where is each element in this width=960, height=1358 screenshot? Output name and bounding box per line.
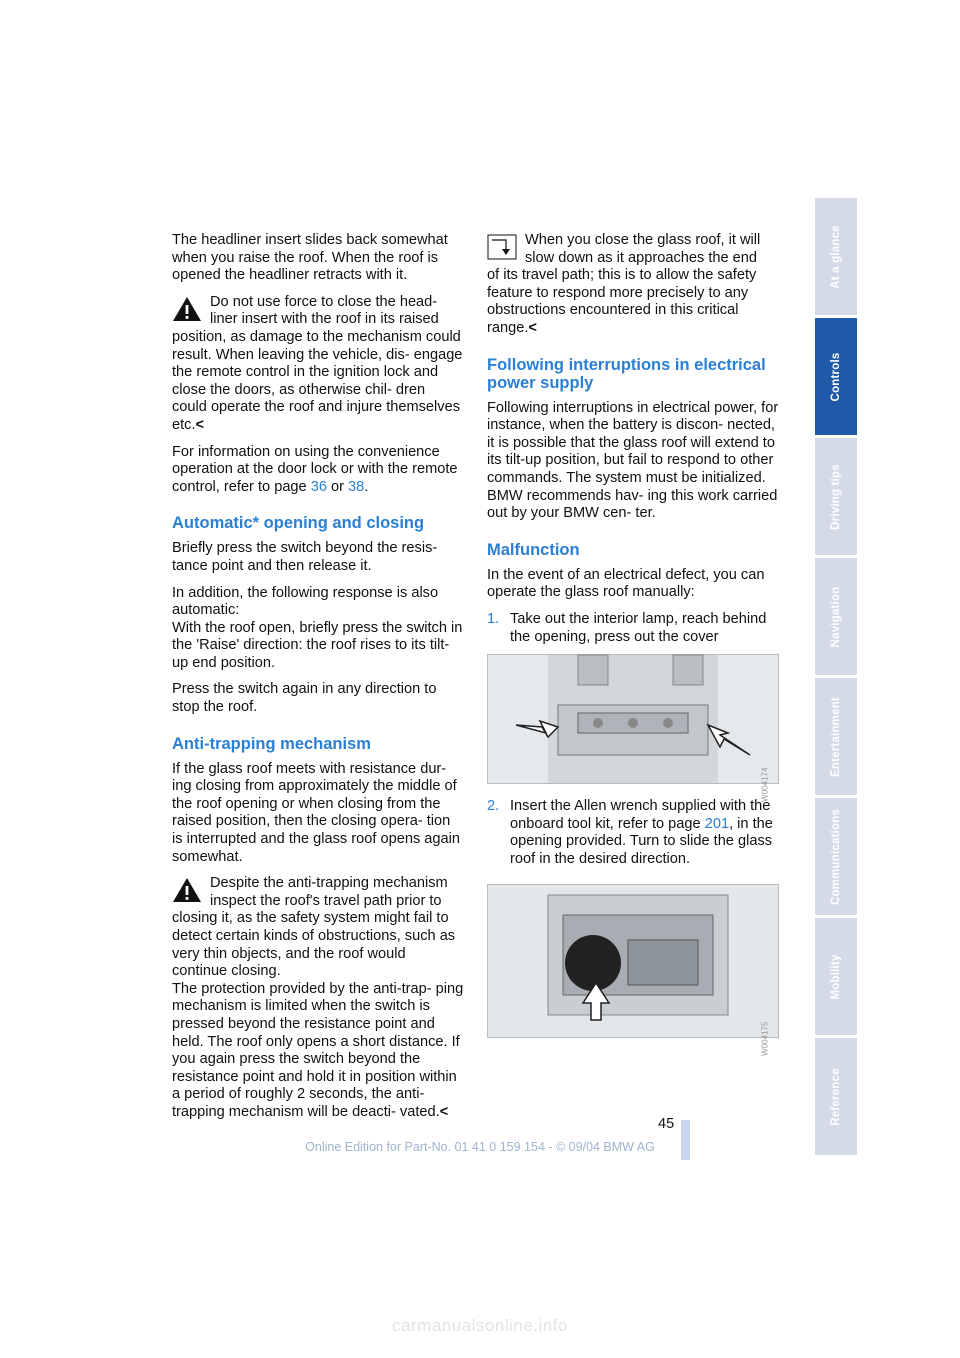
tab-label: At a glance xyxy=(830,224,842,289)
note-block xyxy=(487,232,779,338)
warning-block xyxy=(172,294,464,435)
end-mark: < xyxy=(439,1103,449,1120)
paragraph: The headliner insert slides back somewhat when you raise the roof. When the roof is opened the headliner retracts with it. xyxy=(172,232,448,284)
warning-text: closing it, as the safety system might fail to detect certain kinds of obstructions, such as very thin objects, and the roof would continue closing. xyxy=(172,910,456,980)
text: In addition, the following response is also automatic: xyxy=(172,584,439,619)
text: With the roof open, briefly press the switch in the 'Raise' direction: the roof rises to its tilt-up end position. xyxy=(172,619,463,671)
tab-navigation[interactable] xyxy=(815,558,857,675)
tab-label: Communications xyxy=(830,808,842,905)
tab-communications[interactable] xyxy=(815,798,857,915)
figure-code: W004174 xyxy=(760,767,770,802)
heading-anti-trapping: Anti-trapping mechanism xyxy=(172,734,371,753)
tab-label: Mobility xyxy=(830,953,842,1000)
page-link-38[interactable]: 38 xyxy=(348,478,365,495)
tab-entertainment[interactable] xyxy=(815,678,857,795)
text: . xyxy=(364,478,369,495)
tab-reference[interactable] xyxy=(815,1038,857,1155)
tab-controls[interactable] xyxy=(815,318,857,435)
figure-code: W004175 xyxy=(760,1021,770,1056)
step-text xyxy=(510,798,773,867)
warning-triangle-icon xyxy=(172,877,202,903)
tab-label: Navigation xyxy=(830,586,842,647)
warning-block xyxy=(172,875,464,1121)
step-number: 1. xyxy=(487,610,500,627)
paragraph: Briefly press the switch beyond the resis- tance point and then release it. xyxy=(172,540,438,574)
heading-malfunction: Malfunction xyxy=(487,540,580,559)
warning-text: The protection provided by the anti-trap- ping mechanism is limited when the switch is pressed beyond the resistance point and held. The roof only opens a short distance. If you again press the switch beyond the resistance point and hold it in position within a period of roughly 2 seconds, the anti-trapping mechanism will be deacti- vated. xyxy=(172,980,464,1120)
warning-triangle-icon xyxy=(172,296,202,322)
interior-lamp-illustration xyxy=(488,655,778,783)
note-lead: When you close the glass roof, it will slow down as it approaches the end xyxy=(525,232,761,266)
page-link-201[interactable]: 201 xyxy=(704,815,730,832)
watermark: carmanualsonline.info xyxy=(392,1316,568,1335)
tab-at-a-glance[interactable] xyxy=(815,198,857,315)
list-item xyxy=(487,798,779,1056)
tab-label: Reference xyxy=(830,1067,842,1126)
tab-label: Driving tips xyxy=(830,463,842,530)
paragraph xyxy=(172,585,464,673)
heading-automatic: Automatic* opening and closing xyxy=(172,514,425,533)
right-column xyxy=(487,232,779,1056)
step-number: 2. xyxy=(487,798,500,815)
paragraph xyxy=(172,444,464,497)
paragraph: If the glass roof meets with resistance dur- ing closing from approximately the middle of the roof opening or when closing from the raised position, then the closing opera- tion is interrupted and the glass roof opens again somewhat. xyxy=(172,760,461,865)
chapter-tabs xyxy=(815,198,857,1158)
tab-mobility[interactable] xyxy=(815,918,857,1035)
tab-label: Controls xyxy=(830,352,842,401)
allen-wrench-illustration xyxy=(488,885,778,1037)
text: Insert the Allen wrench supplied with the onboard tool kit, refer to page xyxy=(510,798,771,832)
warning-lead: Do not use force to close the head- liner insert with the roof in its raised xyxy=(210,293,439,328)
note-arrow-icon xyxy=(487,234,517,260)
figure-allen-wrench xyxy=(487,884,779,1056)
paragraph: In the event of an electrical defect, you can operate the glass roof manually: xyxy=(487,566,765,601)
heading-power-interruption: Following interruptions in electrical power supply xyxy=(487,355,766,392)
warning-lead: Despite the anti-trapping mechanism inspect the roof's travel path prior to xyxy=(210,875,448,909)
warning-text: position, as damage to the mechanism could result. When leaving the vehicle, dis- engage the remote control in the ignition lock and close the doors, as otherwise chil- dren could operate the roof and injure themselves etc. xyxy=(172,328,463,433)
list-item xyxy=(487,610,779,802)
text: For information on using the convenience operation at the door lock or with the remote control, refer to page xyxy=(172,443,458,495)
text: , in the opening provided. Turn to slide the glass roof in the desired direction. xyxy=(510,815,773,867)
text: or xyxy=(326,478,349,495)
footer: Online Edition for Part-No. 01 41 0 159 154 - © 09/04 BMW AG xyxy=(305,1140,655,1154)
step-text: Take out the interior lamp, reach behind the opening, press out the cover xyxy=(510,610,767,645)
tab-driving-tips[interactable] xyxy=(815,438,857,555)
left-column xyxy=(172,232,464,1131)
end-mark: < xyxy=(528,319,537,336)
figure-interior-lamp xyxy=(487,654,779,802)
end-mark: < xyxy=(195,416,205,433)
note-text: of its travel path; this is to allow the safety feature to respond more precisely to any obstructions encountered in this critical range. xyxy=(487,267,757,336)
page-number: 45 xyxy=(658,1116,675,1132)
page-link-36[interactable]: 36 xyxy=(310,478,327,495)
tab-label: Entertainment xyxy=(830,696,842,777)
step-list xyxy=(487,610,779,1056)
paragraph: Following interruptions in electrical power, for instance, when the battery is discon- nected, it is possible that the glass roof will extend to its tilt-up position, but fail to respond to other commands. The system must be initialized. BMW recommends hav- ing this work carried out by your BMW cen- ter. xyxy=(487,399,779,522)
paragraph: Press the switch again in any direction to stop the roof. xyxy=(172,681,437,716)
